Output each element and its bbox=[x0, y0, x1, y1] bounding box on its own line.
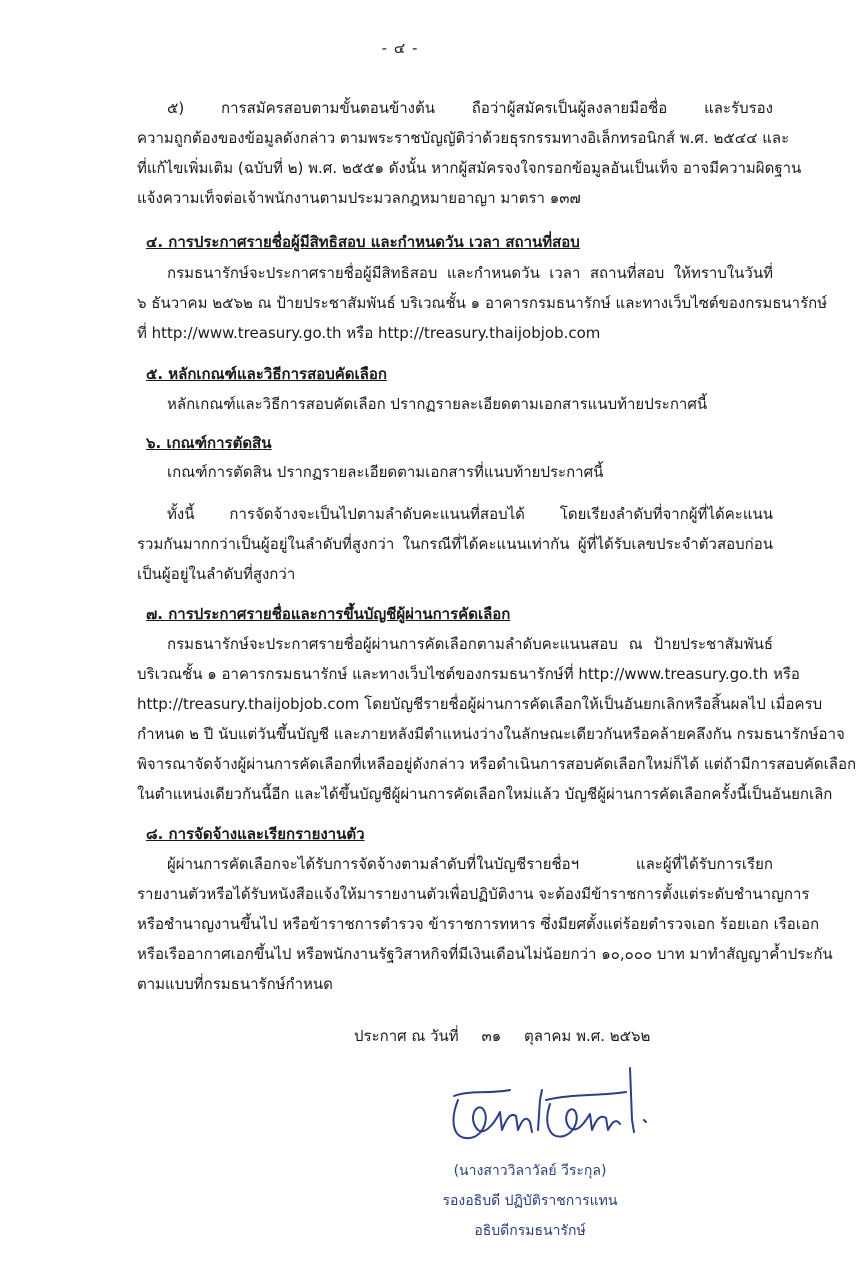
page-number: - ๔ - bbox=[381, 39, 419, 57]
section6-line-1: เกณฑ์การตัดสิน ปรากฏรายละเอียดตามเอกสารที่แนบท้ายประกาศนี้ bbox=[167, 463, 604, 481]
section4-heading: ๔. การประกาศรายชื่อผู้มีสิทธิสอบ และกำหนดวัน เวลา สถานที่สอบ bbox=[146, 233, 580, 251]
section6-heading: ๖. เกณฑ์การตัดสิน bbox=[146, 434, 272, 452]
section8-line-5: ตามแบบที่กรมธนารักษ์กำหนด bbox=[137, 975, 333, 993]
section4-line-2: ๖ ธันวาคม ๒๕๖๒ ณ ป้ายประชาสัมพันธ์ บริเวณชั้น ๑ อาคารกรมธนารักษ์ และทางเว็บไซต์ของกรมธนารักษ์ bbox=[137, 294, 828, 312]
para5-line-4: แจ้งความเท็จต่อเจ้าพนักงานตามประมวลกฎหมายอาญา มาตรา ๑๓๗ bbox=[137, 189, 581, 207]
signatory-title-1: รองอธิบดี ปฏิบัติราชการแทน bbox=[442, 1193, 618, 1209]
para5-line-2: ความถูกต้องของข้อมูลดังกล่าว ตามพระราชบัญญัติว่าด้วยธุรกรรมทางอิเล็กทรอนิกส์ พ.ศ. ๒๕๔๔ และ bbox=[137, 129, 790, 147]
section4-line-3: ที่ http://www.treasury.go.th หรือ http://treasury.thaijobjob.com bbox=[137, 324, 601, 342]
section7-line-3: http://treasury.thaijobjob.com โดยบัญชีรายชื่อผู้ผ่านการคัดเลือกให้เป็นอันยกเลิกหรือสิ้นผลไป เมื่อครบ bbox=[137, 695, 823, 713]
section8-line-2: รายงานตัวหรือได้รับหนังสือแจ้งให้มารายงานตัวเพื่อปฏิบัติงาน จะต้องมีข้าราชการตั้งแต่ระดับชำนาญการ bbox=[137, 885, 810, 903]
section6-line-2: ทั้งนี้ การจัดจ้างจะเป็นไปตามลำดับคะแนนที่สอบได้ โดยเรียงลำดับที่จากผู้ที่ได้คะแนน bbox=[167, 505, 773, 523]
section7-heading: ๗. การประกาศรายชื่อและการขึ้นบัญชีผู้ผ่านการคัดเลือก bbox=[146, 605, 511, 623]
para5-line-3: ที่แก้ไขเพิ่มเติม (ฉบับที่ ๒) พ.ศ. ๒๕๕๑ ดังนั้น หากผู้สมัครจงใจกรอกข้อมูลอันเป็นเท็จ อาจมีความผิดฐาน bbox=[137, 159, 802, 177]
signatory-title-2: อธิบดีกรมธนารักษ์ bbox=[474, 1223, 586, 1239]
announcement-month-year: ตุลาคม พ.ศ. ๒๕๖๒ bbox=[524, 1027, 651, 1045]
section6-line-4: เป็นผู้อยู่ในลำดับที่สูงกว่า bbox=[137, 565, 296, 583]
section7-line-4: กำหนด ๒ ปี นับแต่วันขึ้นบัญชี และภายหลังมีตำแหน่งว่างในลักษณะเดียวกันหรือคล้ายคลึงกัน กรมธนารักษ์อาจ bbox=[137, 725, 845, 743]
section7-line-5: พิจารณาจัดจ้างผู้ผ่านการคัดเลือกที่เหลืออยู่ดังกล่าว หรือดำเนินการสอบคัดเลือกใหม่ก็ได้ แต่ถ้ามีการสอบคัดเลือก bbox=[137, 755, 856, 773]
section5-line-1: หลักเกณฑ์และวิธีการสอบคัดเลือก ปรากฏรายละเอียดตามเอกสารแนบท้ายประกาศนี้ bbox=[167, 395, 708, 413]
section8-line-4: หรือเรืออากาศเอกขึ้นไป หรือพนักงานรัฐวิสาหกิจที่มีเงินเดือนไม่น้อยกว่า ๑๐,๐๐๐ บาท มาทำสัญญาค้ำประกัน bbox=[137, 945, 833, 963]
section6-line-3: รวมกันมากกว่าเป็นผู้อยู่ในลำดับที่สูงกว่า ในกรณีที่ได้คะแนนเท่ากัน ผู้ที่ได้รับเลขประจำตัวสอบก่อน bbox=[137, 535, 773, 553]
section8-heading: ๘. การจัดจ้างและเรียกรายงานตัว bbox=[146, 825, 365, 843]
announcement-day: ๓๑ bbox=[481, 1027, 502, 1045]
section7-line-1: กรมธนารักษ์จะประกาศรายชื่อผู้ผ่านการคัดเลือกตามลำดับคะแนนสอบ ณ ป้ายประชาสัมพันธ์ bbox=[167, 635, 773, 653]
announcement-label: ประกาศ ณ วันที่ bbox=[354, 1027, 459, 1045]
section8-line-1: ผู้ผ่านการคัดเลือกจะได้รับการจัดจ้างตามลำดับที่ในบัญชีรายชื่อฯ และผู้ที่ได้รับการเรียก bbox=[167, 855, 773, 873]
signatory-name: (นางสาววิลาวัลย์ วีระกุล) bbox=[453, 1163, 607, 1179]
announcement-date bbox=[354, 1024, 668, 1048]
section7-line-6: ในตำแหน่งเดียวกันนี้อีก และได้ขึ้นบัญชีผู้ผ่านการคัดเลือกใหม่แล้ว บัญชีผู้ผ่านการคัดเลือกครั้งนี้เป็นอันยกเลิก bbox=[137, 785, 833, 803]
para5-line-1: ๕) การสมัครสอบตามขั้นตอนข้างต้น ถือว่าผู้สมัครเป็นผู้ลงลายมือชื่อ และรับรอง bbox=[167, 99, 773, 117]
section5-heading: ๕. หลักเกณฑ์และวิธีการสอบคัดเลือก bbox=[146, 365, 387, 383]
section8-line-3: หรือชำนาญงานขึ้นไป หรือข้าราชการตำรวจ ข้าราชการทหาร ซึ่งมียศตั้งแต่ร้อยตำรวจเอก ร้อยเอก เรือเอก bbox=[137, 915, 820, 933]
handwritten-signature bbox=[430, 1060, 670, 1150]
section4-line-1: กรมธนารักษ์จะประกาศรายชื่อผู้มีสิทธิสอบ และกำหนดวัน เวลา สถานที่สอบ ให้ทราบในวันที่ bbox=[167, 264, 773, 282]
section7-line-2: บริเวณชั้น ๑ อาคารกรมธนารักษ์ และทางเว็บไซต์ของกรมธนารักษ์ที่ http://www.treasury.go.th หรือ bbox=[137, 665, 800, 683]
